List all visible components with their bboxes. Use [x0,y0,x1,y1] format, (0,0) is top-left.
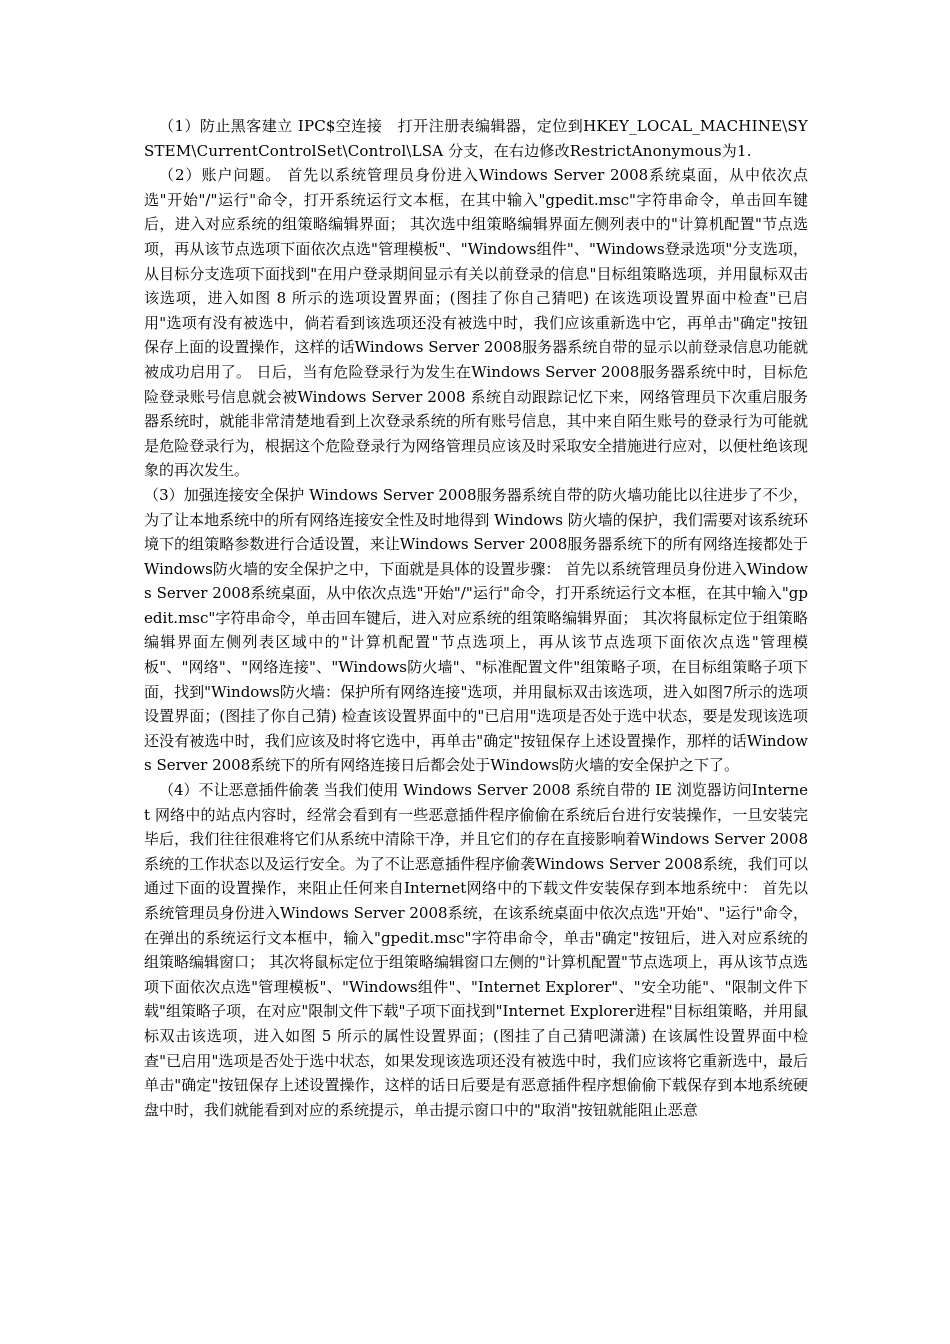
paragraph-connection-security: （3）加强连接安全保护 Windows Server 2008服务器系统自带的防火墙功能比以往进步了不少，为了让本地系统中的所有网络连接安全性及时地得到 Windows 防火墙的保护，我们需要对该系统环境下的组策略参数进行合适设置，来让Windows Server 2008服务器系统下的所有网络连接都处于Windows防火墙的安全保护之中，下面就是具体的设置步骤： 首先以系统管理员身份进入Windows Server 2008系统桌面，从中依次点选"开始"/"运行"命令，打开系统运行文本框，在其中输入"gpedit.msc"字符串命令，单击回车键后，进入对应系统的组策略编辑界面； 其次将鼠标定位于组策略编辑界面左侧列表区域中的"计算机配置"节点选项上，再从该节点选项下面依次点选"管理模板"、"网络"、"网络连接"、"Windows防火墙"、"标准配置文件"组策略子项，在目标组策略子项下面，找到"Windows防火墙：保护所有网络连接"选项，并用鼠标双击该选项，进入如图7所示的选项设置界面；(图挂了你自己猜) 检查该设置界面中的"已启用"选项是否处于选中状态，要是发现该选项还没有被选中时，我们应该及时将它选中，再单击"确定"按钮保存上述设置操作，那样的话Windows Server 2008系统下的所有网络连接日后都会处于Windows防火墙的安全保护之下了。 [144,485,808,775]
paragraph-malicious-plugin: （4）不让恶意插件偷袭 当我们使用 Windows Server 2008 系统自带的 IE 浏览器访问Internet 网络中的站点内容时，经常会看到有一些恶意插件程序偷偷在系统后台进行安装操作，一旦安装完毕后，我们往往很难将它们从系统中清除干净，并且它们的存在直接影响着Windows Server 2008系统的工作状态以及运行安全。为了不让恶意插件程序偷袭Windows Server 2008系统，我们可以通过下面的设置操作，来阻止任何来自Internet网络中的下载文件安装保存到本地系统中： 首先以系统管理员身份进入Windows Server 2008系统，在该系统桌面中依次点选"开始"、"运行"命令，在弹出的系统运行文本框中，输入"gpedit.msc"字符串命令，单击"确定"按钮后，进入对应系统的组策略编辑窗口； 其次将鼠标定位于组策略编辑窗口左侧的"计算机配置"节点选项上，再从该节点选项下面依次点选"管理模板"、"Windows组件"、"Internet Explorer"、"安全功能"、"限制文件下载"组策略子项，在对应"限制文件下载"子项下面找到"Internet Explorer进程"目标组策略，并用鼠标双击该选项，进入如图 5 所示的属性设置界面；(图挂了自己猜吧潇潇) 在该属性设置界面中检查"已启用"选项是否处于选中状态，如果发现该选项还没有被选中时，我们应该将它重新选中，最后单击"确定"按钮保存上述设置操作，这样的话日后要是有恶意插件程序想偷偷下载保存到本地系统硬盘中时，我们就能看到对应的系统提示，单击提示窗口中的"取消"按钮就能阻止恶意 [144,781,808,1119]
document-body [144,114,808,1122]
paragraph-ipc-connection: （1）防止黑客建立 IPC$空连接 打开注册表编辑器，定位到HKEY_LOCAL_MACHINE\SYSTEM\CurrentControlSet\Control\LSA 分支，在右边修改RestrictAnonymous为1. [144,117,808,160]
paragraph-account-issue: （2）账户问题。 首先以系统管理员身份进入Windows Server 2008系统桌面，从中依次点选"开始"/"运行"命令，打开系统运行文本框，在其中输入"gpedit.msc"字符串命令，单击回车键后，进入对应系统的组策略编辑界面； 其次选中组策略编辑界面左侧列表中的"计算机配置"节点选项，再从该节点选项下面依次点选"管理模板"、"Windows组件"、"Windows登录选项"分支选项，从目标分支选项下面找到"在用户登录期间显示有关以前登录的信息"目标组策略选项，并用鼠标双击该选项，进入如图 8 所示的选项设置界面；(图挂了你自己猜吧) 在该选项设置界面中检查"已启用"选项有没有被选中，倘若看到该选项还没有被选中时，我们应该重新选中它，再单击"确定"按钮保存上面的设置操作，这样的话Windows Server 2008服务器系统自带的显示以前登录信息功能就被成功启用了。 日后，当有危险登录行为发生在Windows Server 2008服务器系统中时，目标危险登录账号信息就会被Windows Server 2008 系统自动跟踪记忆下来，网络管理员下次重启服务器系统时，就能非常清楚地看到上次登录系统的所有账号信息，其中来自陌生账号的登录行为可能就是危险登录行为，根据这个危险登录行为网络管理员应该及时采取安全措施进行应对，以便杜绝该现象的再次发生。 [144,166,808,480]
